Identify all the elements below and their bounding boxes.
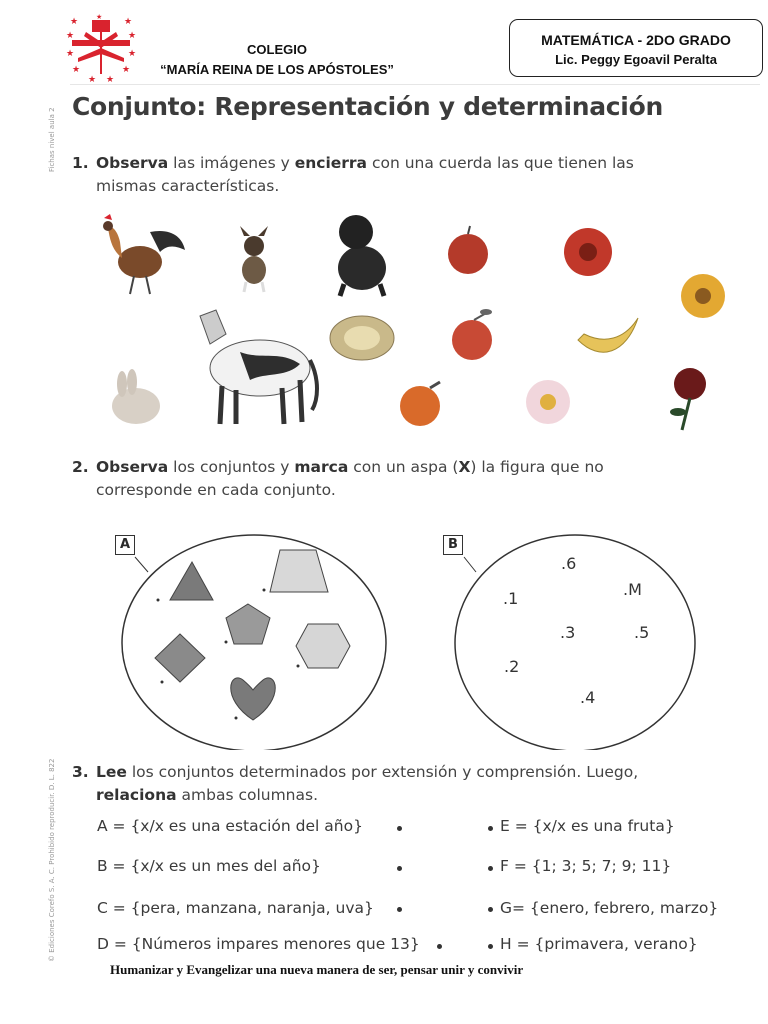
q1-line-2: mismas características. (96, 177, 280, 195)
yellow-flower-icon (681, 274, 725, 318)
set-b-element: .3 (560, 623, 576, 642)
svg-text:★: ★ (124, 17, 133, 27)
q3-number: 3. (72, 763, 89, 781)
side-note-top: Fichas nivel aula 2 (48, 107, 56, 172)
rooster-icon (103, 214, 185, 294)
q2-text-1: los conjuntos y (168, 458, 295, 476)
set-b-element: .5 (634, 623, 650, 642)
q3-verb-2: relaciona (96, 786, 177, 804)
subject-title: MATEMÁTICA - 2DO GRADO (541, 32, 731, 48)
pink-flower-icon (526, 380, 570, 424)
red-flower-icon (564, 228, 612, 276)
horse-icon (200, 310, 317, 424)
banana-icon (578, 318, 638, 352)
relation-right-item: H = {primavera, verano} (500, 935, 698, 953)
connector-dot[interactable] (488, 866, 493, 871)
svg-text:★: ★ (128, 31, 136, 41)
q2-x: X (458, 458, 471, 476)
q1-number: 1. (72, 154, 89, 172)
q2-line-2: corresponde en cada conjunto. (96, 481, 336, 499)
set-a-diagram (100, 520, 410, 750)
school-line-1: COLEGIO (247, 42, 307, 57)
question-2 (72, 456, 604, 502)
melon-icon (330, 316, 394, 360)
q3-text-2: ambas columnas. (176, 786, 319, 804)
orange-icon (400, 382, 440, 426)
question-1 (72, 152, 634, 198)
q1-verb-2: encierra (294, 154, 368, 172)
school-name (142, 40, 412, 80)
svg-text:★: ★ (106, 75, 115, 84)
relation-right-item: E = {x/x es una fruta} (500, 817, 675, 835)
q1-verb-1: Observa (96, 154, 169, 172)
header-divider (70, 84, 760, 85)
connector-dot[interactable] (488, 907, 493, 912)
set-a-label: A (115, 535, 135, 555)
q2-text-2: con un aspa ( (348, 458, 459, 476)
relation-left-item: C = {pera, manzana, naranja, uva} (97, 899, 374, 917)
svg-text:★: ★ (122, 65, 131, 75)
q1-text-2: con una cuerda las que tienen las (367, 154, 634, 172)
school-line-2: “MARÍA REINA DE LOS APÓSTOLES” (160, 62, 394, 77)
set-b-element: .4 (580, 688, 596, 707)
set-b-element: .M (623, 580, 642, 599)
svg-text:★: ★ (66, 31, 75, 41)
connector-dot[interactable] (488, 826, 493, 831)
teacher-name: Lic. Peggy Egoavil Peralta (555, 52, 717, 67)
rabbit-icon (112, 369, 160, 424)
rose-icon (670, 368, 706, 430)
q2-verb-1: Observa (96, 458, 169, 476)
set-b-element: .1 (503, 589, 519, 608)
q2-verb-2: marca (294, 458, 349, 476)
apple-2-icon (452, 309, 492, 360)
side-note-bottom: © Ediciones Corefo S. A. C. Prohibido reproducir. D. L. 822 (48, 758, 56, 962)
school-logo (66, 12, 136, 84)
set-b-element: .2 (504, 657, 520, 676)
relation-right-item: G= {enero, febrero, marzo} (500, 899, 719, 917)
footer-motto: Humanizar y Evangelizar una nueva manera de ser, pensar unir y convivir (110, 962, 524, 977)
connector-dot[interactable] (488, 944, 493, 949)
relation-right-item: F = {1; 3; 5; 7; 9; 11} (500, 857, 672, 875)
connector-dot[interactable] (397, 907, 402, 912)
pug-dog-icon (338, 215, 386, 296)
set-b-label: B (443, 535, 463, 555)
svg-text:★: ★ (128, 49, 136, 59)
svg-text:★: ★ (72, 65, 81, 75)
connector-dot[interactable] (397, 826, 402, 831)
svg-text:★: ★ (88, 75, 97, 84)
q3-verb-1: Lee (96, 763, 127, 781)
svg-text:★: ★ (66, 49, 75, 59)
q2-text-3: ) la figura que no (470, 458, 604, 476)
relation-left-item: A = {x/x es una estación del año} (97, 817, 363, 835)
q1-text-1: las imágenes y (168, 154, 295, 172)
subject-box (509, 19, 763, 77)
puppy-icon (240, 226, 268, 292)
q1-images (0, 200, 768, 440)
set-b-element: .6 (561, 554, 577, 573)
q3-text-1: los conjuntos determinados por extensión y comprensión. Luego, (126, 763, 639, 781)
connector-dot[interactable] (397, 866, 402, 871)
relation-left-item: B = {x/x es un mes del año} (97, 857, 321, 875)
apple-icon (448, 226, 488, 274)
page-title: Conjunto: Representación y determinación (72, 92, 663, 121)
connector-dot[interactable] (437, 944, 442, 949)
svg-text:★: ★ (96, 13, 103, 21)
svg-text:★: ★ (70, 17, 79, 27)
question-3 (72, 761, 638, 807)
q2-number: 2. (72, 458, 89, 476)
relation-left-item: D = {Números impares menores que 13} (97, 935, 420, 953)
